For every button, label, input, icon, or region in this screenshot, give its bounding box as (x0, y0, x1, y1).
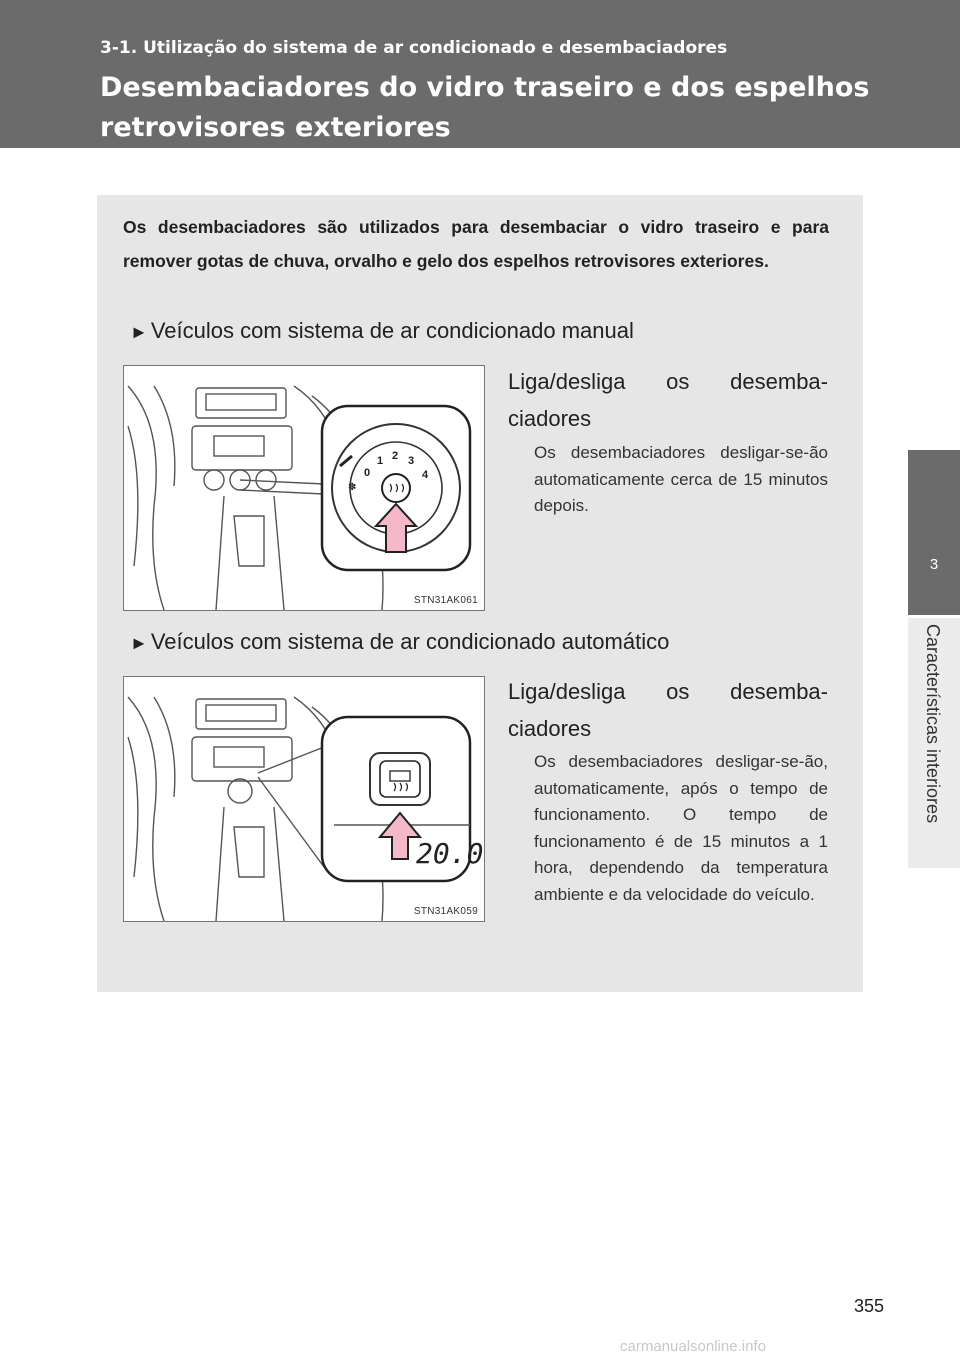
dashboard-manual-illustration (124, 366, 484, 610)
figure-code: STN31AK061 (413, 595, 478, 606)
illustration-automatic-ac (123, 676, 485, 922)
dial-number-4: 4 (422, 469, 429, 481)
dashboard-automatic-illustration (124, 677, 484, 921)
figure-code: STN31AK059 (413, 906, 478, 917)
chapter-number: 3 (929, 556, 939, 573)
variant-label: Veículos com sistema de ar condicionado manual (150, 318, 634, 343)
page-header (0, 0, 960, 148)
arrow-icon: ► (130, 322, 148, 342)
watermark: carmanualsonline.info (620, 1338, 766, 1355)
detail-text-manual: Os desembaciadores desligar-se-ão automaticamente cerca de 15 minutos depois. (534, 443, 828, 515)
section-heading: 3-1. Utilização do sistema de ar condicionado e desembaciadores (100, 38, 728, 58)
chapter-label-tab[interactable] (908, 618, 960, 868)
variant-heading-manual (130, 318, 634, 344)
dial-number-1: 1 (377, 455, 384, 467)
detail-text-automatic: Os desembaciadores desligar-se-ão, automaticamente, após o tempo de funcionamento. O tempo de funcionamento é de 15 minutos a 1 hora, dependendo da temperatura ambiente e da velocidade do veículo. (534, 752, 828, 904)
illustration-manual-ac (123, 365, 485, 611)
chapter-label: Características interiores (923, 624, 943, 824)
lead-text-manual: Liga/desliga os desembaciadores (508, 369, 828, 431)
chapter-tab[interactable] (908, 450, 960, 615)
variant-heading-automatic (130, 629, 669, 655)
variant-label: Veículos com sistema de ar condicionado automático (150, 629, 670, 654)
lead-text-automatic: Liga/desliga os desembaciadores (508, 679, 828, 741)
page-title: Desembaciadores do vidro traseiro e dos espelhos retrovisores exteriores (100, 72, 870, 143)
arrow-icon: ► (130, 633, 148, 653)
dial-number-2: 2 (392, 450, 399, 462)
dial-number-3: 3 (408, 455, 415, 467)
temperature-display: 20.0 (416, 837, 484, 870)
intro-text: Os desembaciadores são utilizados para desembaciar o vidro traseiro e para remover gotas de chuva, orvalho e gelo dos espelhos retrovisores exteriores. (123, 217, 829, 271)
svg-text:✽: ✽ (348, 482, 357, 493)
page-number: 355 (853, 1296, 884, 1316)
dial-number-0: 0 (364, 467, 371, 479)
